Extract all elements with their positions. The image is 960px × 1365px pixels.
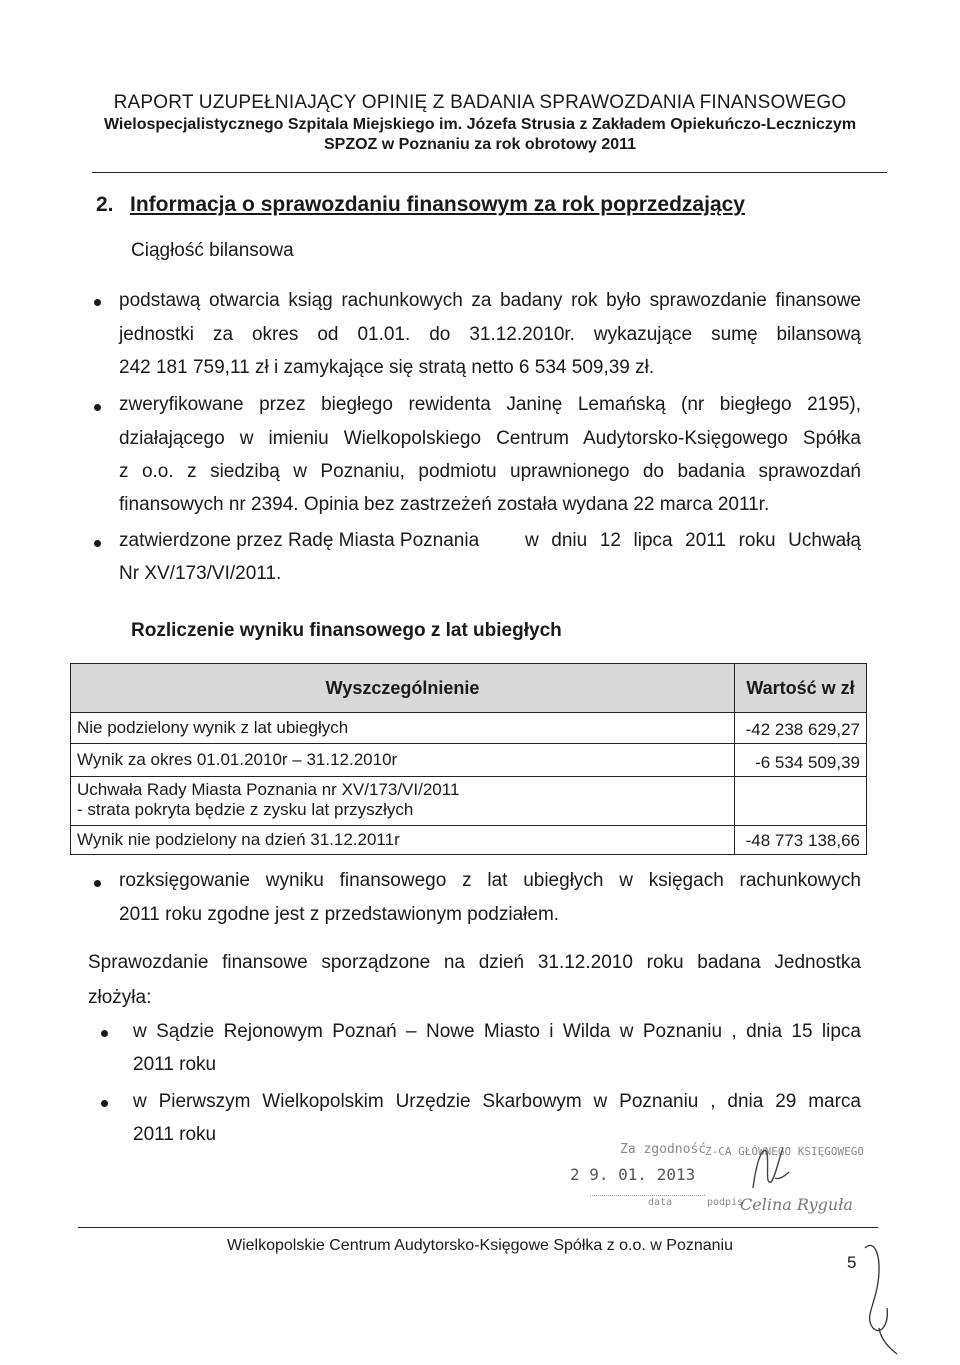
paragraph-line: 2011 roku — [133, 1124, 217, 1145]
settlement-table — [70, 663, 867, 855]
table-cell-label — [71, 777, 735, 825]
paragraph-line: zatwierdzone przez Radę Miasta Poznania — [119, 530, 480, 551]
paragraph-line: z o.o. z siedzibą w Poznaniu, podmiotu uprawnionego do badania sprawozdań — [119, 461, 861, 482]
paragraph-line: Sprawozdanie finansowe sporządzone na dzień 31.12.2010 roku badana Jednostka — [88, 952, 861, 973]
report-period: SPZOZ w Poznaniu za rok obrotowy 2011 — [323, 136, 637, 153]
table-cell-label: Wynik nie podzielony na dzień 31.12.2011r — [71, 826, 735, 854]
stamp-signature: Celina Ryguła — [740, 1195, 853, 1214]
table-cell-value: -6 534 509,39 — [755, 753, 860, 772]
stamp-sign-label: podpis — [707, 1197, 744, 1208]
paragraph-line: jednostki za okres od 01.01. do 31.12.2010r. wykazujące sumę bilansową — [119, 324, 861, 345]
table-cell-value: -48 773 138,66 — [745, 831, 860, 850]
paragraph-line: w Sądzie Rejonowym Poznań – Nowe Miasto i Wilda w Poznaniu , dnia 15 lipca — [133, 1021, 861, 1042]
table-cell-label: Nie podzielony wynik z lat ubiegłych — [71, 713, 735, 743]
column-header-value: Wartość w zł — [746, 677, 855, 698]
initials-scribble-icon — [855, 1228, 905, 1358]
section-heading — [96, 193, 745, 217]
table-row — [71, 712, 866, 743]
section-number: 2. — [96, 193, 114, 216]
table-cell-value: -42 238 629,27 — [745, 720, 860, 739]
paragraph-line: rozksięgowanie wyniku finansowego z lat ubiegłych w księgach rachunkowych — [119, 870, 861, 891]
page-number: 5 — [847, 1253, 857, 1272]
paragraph-line: podstawą otwarcia ksiąg rachunkowych za badany rok było sprawozdanie finansowe — [119, 290, 861, 311]
paragraph-line: Nr XV/173/VI/2011. — [119, 563, 282, 584]
paragraph-line: działającego w imieniu Wielkopolskiego Centrum Audytorsko-Księgowego Spółka — [119, 428, 861, 449]
table-cell-label: Wynik za okres 01.01.2010r – 31.12.2010r — [71, 744, 735, 776]
table-row — [71, 743, 866, 776]
paragraph-line: w dniu 12 lipca 2011 roku Uchwałą — [525, 530, 861, 551]
bullet-marker — [101, 1100, 108, 1107]
continuity-heading: Ciągłość bilansowa — [131, 240, 294, 261]
bullet-marker — [94, 299, 101, 306]
paragraph-line: złożyła: — [88, 987, 152, 1008]
table-cell-label-line: - strata pokryta będzie z zysku lat przyszłych — [77, 800, 414, 819]
column-header-description: Wyszczególnienie — [71, 664, 735, 712]
table-row — [71, 825, 866, 854]
footer-divider — [78, 1227, 878, 1228]
table-row — [71, 776, 866, 825]
signature-scribble-icon — [745, 1138, 805, 1198]
table-header-row — [71, 664, 866, 712]
paragraph-line: 2011 roku — [133, 1054, 217, 1075]
paragraph-line: finansowych nr 2394. Opinia bez zastrzeżeń została wydana 22 marca 2011r. — [119, 494, 770, 515]
table-cell-label-line: Uchwała Rady Miasta Poznania nr XV/173/VI/2011 — [77, 780, 460, 799]
report-subtitle: Wielospecjalistycznego Szpitala Miejskiego im. Józefa Strusia z Zakładem Opiekuńczo-Leczniczym — [103, 116, 857, 133]
paragraph-line: w Pierwszym Wielkopolskim Urzędzie Skarbowym w Poznaniu , dnia 29 marca — [133, 1091, 861, 1112]
report-title: RAPORT UZUPEŁNIAJĄCY OPINIĘ Z BADANIA SPRAWOZDANIA FINANSOWEGO — [113, 92, 847, 113]
paragraph-line: 242 181 759,11 zł i zamykające się stratą netto 6 534 509,39 zł. — [119, 357, 655, 378]
paragraph-line: zweryfikowane przez biegłego rewidenta Janinę Lemańską (nr biegłego 2195), — [119, 394, 861, 415]
table-cell-value — [735, 777, 866, 825]
settlement-heading: Rozliczenie wyniku finansowego z lat ubiegłych — [131, 620, 562, 641]
bullet-marker — [94, 404, 101, 411]
stamp-date-label: data — [648, 1197, 673, 1208]
bullet-marker — [101, 1030, 108, 1037]
header-divider — [92, 172, 887, 173]
bullet-marker — [94, 540, 101, 547]
bullet-marker — [94, 880, 101, 887]
stamp-text: Z-CA GŁÓWNEGO KSIĘGOWEGO — [705, 1145, 864, 1158]
footer-company: Wielkopolskie Centrum Audytorsko-Księgowe Spółka z o.o. w Poznaniu — [226, 1237, 734, 1254]
section-title: Informacja o sprawozdaniu finansowym za rok poprzedzający — [130, 193, 745, 216]
stamp-date-line — [590, 1195, 705, 1196]
paragraph-line: 2011 roku zgodne jest z przedstawionym podziałem. — [119, 904, 560, 925]
stamp-date: 2 9. 01. 2013 — [570, 1165, 696, 1184]
stamp-text: Za zgodność — [620, 1142, 707, 1157]
